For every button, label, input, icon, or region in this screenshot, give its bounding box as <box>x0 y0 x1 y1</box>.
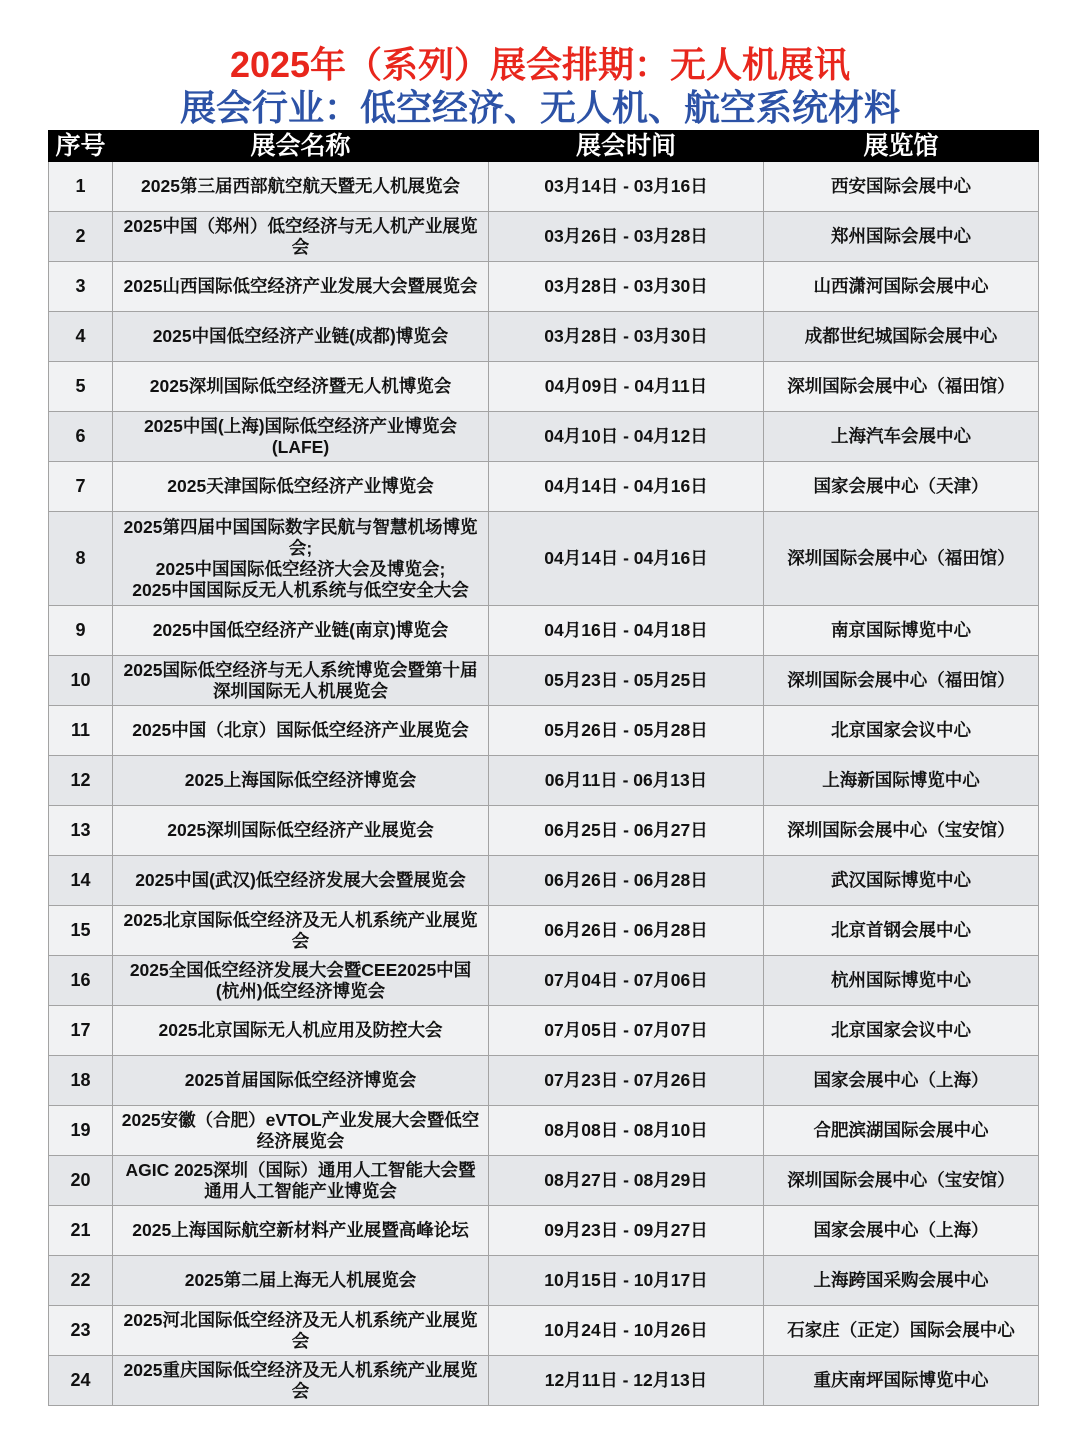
exhibition-venue: 上海新国际博览中心 <box>764 756 1039 806</box>
table-row <box>49 906 1039 956</box>
exhibition-venue: 上海汽车会展中心 <box>764 412 1039 462</box>
row-number: 22 <box>49 1256 113 1306</box>
exhibition-name <box>113 512 489 606</box>
table-row <box>49 512 1039 606</box>
table-row <box>49 162 1039 212</box>
row-number: 9 <box>49 606 113 656</box>
exhibition-venue: 北京国家会议中心 <box>764 706 1039 756</box>
exhibition-dates: 06月11日 - 06月13日 <box>489 756 764 806</box>
exhibition-name: 2025上海国际低空经济博览会 <box>113 756 489 806</box>
exhibition-dates: 06月26日 - 06月28日 <box>489 856 764 906</box>
row-number: 3 <box>49 262 113 312</box>
exhibition-name: 2025中国低空经济产业链(南京)博览会 <box>113 606 489 656</box>
exhibition-dates: 12月11日 - 12月13日 <box>489 1356 764 1406</box>
exhibition-venue: 西安国际会展中心 <box>764 162 1039 212</box>
exhibition-name: 2025国际低空经济与无人系统博览会暨第十届深圳国际无人机展览会 <box>113 656 489 706</box>
exhibition-dates: 05月26日 - 05月28日 <box>489 706 764 756</box>
exhibition-schedule-table <box>48 130 1039 1406</box>
row-number: 20 <box>49 1156 113 1206</box>
row-number: 5 <box>49 362 113 412</box>
exhibition-dates: 06月26日 - 06月28日 <box>489 906 764 956</box>
table-row <box>49 1256 1039 1306</box>
table-row <box>49 1156 1039 1206</box>
exhibition-venue: 深圳国际会展中心（福田馆） <box>764 656 1039 706</box>
exhibition-name: 2025第三届西部航空航天暨无人机展览会 <box>113 162 489 212</box>
table-row <box>49 706 1039 756</box>
exhibition-dates: 04月14日 - 04月16日 <box>489 462 764 512</box>
table-row <box>49 412 1039 462</box>
exhibition-name: 2025中国低空经济产业链(成都)博览会 <box>113 312 489 362</box>
exhibition-name: 2025上海国际航空新材料产业展暨高峰论坛 <box>113 1206 489 1256</box>
row-number: 24 <box>49 1356 113 1406</box>
exhibition-dates: 04月09日 - 04月11日 <box>489 362 764 412</box>
row-number: 8 <box>49 512 113 606</box>
exhibition-name: 2025深圳国际低空经济产业展览会 <box>113 806 489 856</box>
table-row <box>49 262 1039 312</box>
row-number: 2 <box>49 212 113 262</box>
exhibition-name: 2025全国低空经济发展大会暨CEE2025中国(杭州)低空经济博览会 <box>113 956 489 1006</box>
table-row <box>49 856 1039 906</box>
row-number: 14 <box>49 856 113 906</box>
table-body <box>49 162 1039 1406</box>
table-row <box>49 1306 1039 1356</box>
column-header-dates: 展会时间 <box>489 131 764 162</box>
table-row <box>49 606 1039 656</box>
exhibition-name: 2025中国(上海)国际低空经济产业博览会(LAFE) <box>113 412 489 462</box>
row-number: 4 <box>49 312 113 362</box>
exhibition-dates: 08月08日 - 08月10日 <box>489 1106 764 1156</box>
exhibition-dates: 04月10日 - 04月12日 <box>489 412 764 462</box>
exhibition-dates: 07月05日 - 07月07日 <box>489 1006 764 1056</box>
exhibition-name: 2025北京国际无人机应用及防控大会 <box>113 1006 489 1056</box>
exhibition-venue: 重庆南坪国际博览中心 <box>764 1356 1039 1406</box>
column-header-number: 序号 <box>49 131 113 162</box>
exhibition-name: 2025中国（郑州）低空经济与无人机产业展览会 <box>113 212 489 262</box>
exhibition-venue: 北京国家会议中心 <box>764 1006 1039 1056</box>
exhibition-venue: 成都世纪城国际会展中心 <box>764 312 1039 362</box>
table-row <box>49 756 1039 806</box>
exhibition-name-line: 2025第四届中国国际数字民航与智慧机场博览会; <box>123 516 478 558</box>
exhibition-dates: 03月28日 - 03月30日 <box>489 262 764 312</box>
exhibition-venue: 武汉国际博览中心 <box>764 856 1039 906</box>
row-number: 7 <box>49 462 113 512</box>
exhibition-name: 2025首届国际低空经济博览会 <box>113 1056 489 1106</box>
exhibition-name: 2025中国(武汉)低空经济发展大会暨展览会 <box>113 856 489 906</box>
exhibition-name: AGIC 2025深圳（国际）通用人工智能大会暨通用人工智能产业博览会 <box>113 1156 489 1206</box>
row-number: 6 <box>49 412 113 462</box>
row-number: 13 <box>49 806 113 856</box>
exhibition-dates: 09月23日 - 09月27日 <box>489 1206 764 1256</box>
table-row <box>49 806 1039 856</box>
exhibition-venue: 深圳国际会展中心（福田馆） <box>764 362 1039 412</box>
page-title: 2025年（系列）展会排期：无人机展讯 <box>229 44 851 85</box>
table-row <box>49 1006 1039 1056</box>
exhibition-name: 2025安徽（合肥）eVTOL产业发展大会暨低空经济展览会 <box>113 1106 489 1156</box>
row-number: 11 <box>49 706 113 756</box>
row-number: 17 <box>49 1006 113 1056</box>
table-row <box>49 362 1039 412</box>
page-subtitle: 展会行业：低空经济、无人机、航空系统材料 <box>179 87 900 128</box>
row-number: 21 <box>49 1206 113 1256</box>
table-row <box>49 656 1039 706</box>
exhibition-venue: 郑州国际会展中心 <box>764 212 1039 262</box>
exhibition-dates: 03月26日 - 03月28日 <box>489 212 764 262</box>
exhibition-name: 2025北京国际低空经济及无人机系统产业展览会 <box>113 906 489 956</box>
exhibition-name-line: 2025中国国际反无人机系统与低空安全大会 <box>132 579 469 600</box>
exhibition-dates: 07月04日 - 07月06日 <box>489 956 764 1006</box>
row-number: 12 <box>49 756 113 806</box>
exhibition-venue: 石家庄（正定）国际会展中心 <box>764 1306 1039 1356</box>
table-row <box>49 1056 1039 1106</box>
exhibition-venue: 国家会展中心（上海） <box>764 1056 1039 1106</box>
row-number: 10 <box>49 656 113 706</box>
row-number: 19 <box>49 1106 113 1156</box>
exhibition-name: 2025第二届上海无人机展览会 <box>113 1256 489 1306</box>
exhibition-dates: 04月14日 - 04月16日 <box>489 512 764 606</box>
row-number: 15 <box>49 906 113 956</box>
exhibition-name: 2025中国（北京）国际低空经济产业展览会 <box>113 706 489 756</box>
exhibition-venue: 上海跨国采购会展中心 <box>764 1256 1039 1306</box>
exhibition-dates: 04月16日 - 04月18日 <box>489 606 764 656</box>
table-header <box>49 131 1039 162</box>
table-row <box>49 1356 1039 1406</box>
exhibition-name-line: 2025中国国际低空经济大会及博览会; <box>155 558 446 579</box>
column-header-name: 展会名称 <box>113 131 489 162</box>
row-number: 18 <box>49 1056 113 1106</box>
table-row <box>49 312 1039 362</box>
row-number: 23 <box>49 1306 113 1356</box>
table-row <box>49 462 1039 512</box>
row-number: 16 <box>49 956 113 1006</box>
exhibition-venue: 杭州国际博览中心 <box>764 956 1039 1006</box>
exhibition-venue: 南京国际博览中心 <box>764 606 1039 656</box>
exhibition-name: 2025河北国际低空经济及无人机系统产业展览会 <box>113 1306 489 1356</box>
table-header-row <box>49 131 1039 162</box>
exhibition-name: 2025重庆国际低空经济及无人机系统产业展览会 <box>113 1356 489 1406</box>
exhibition-venue: 深圳国际会展中心（宝安馆） <box>764 1156 1039 1206</box>
exhibition-venue: 合肥滨湖国际会展中心 <box>764 1106 1039 1156</box>
exhibition-venue: 国家会展中心（天津） <box>764 462 1039 512</box>
exhibition-dates: 10月15日 - 10月17日 <box>489 1256 764 1306</box>
exhibition-dates: 06月25日 - 06月27日 <box>489 806 764 856</box>
exhibition-venue: 山西潇河国际会展中心 <box>764 262 1039 312</box>
exhibition-name: 2025深圳国际低空经济暨无人机博览会 <box>113 362 489 412</box>
exhibition-name: 2025山西国际低空经济产业发展大会暨展览会 <box>113 262 489 312</box>
exhibition-dates: 10月24日 - 10月26日 <box>489 1306 764 1356</box>
table-row <box>49 956 1039 1006</box>
exhibition-dates: 05月23日 - 05月25日 <box>489 656 764 706</box>
exhibition-dates: 07月23日 - 07月26日 <box>489 1056 764 1106</box>
exhibition-dates: 03月28日 - 03月30日 <box>489 312 764 362</box>
table-row <box>49 1206 1039 1256</box>
table-row <box>49 1106 1039 1156</box>
table-row <box>49 212 1039 262</box>
exhibition-venue: 国家会展中心（上海） <box>764 1206 1039 1256</box>
column-header-venue: 展览馆 <box>764 131 1039 162</box>
row-number: 1 <box>49 162 113 212</box>
exhibition-venue: 深圳国际会展中心（宝安馆） <box>764 806 1039 856</box>
exhibition-name: 2025天津国际低空经济产业博览会 <box>113 462 489 512</box>
exhibition-venue: 深圳国际会展中心（福田馆） <box>764 512 1039 606</box>
exhibition-venue: 北京首钢会展中心 <box>764 906 1039 956</box>
exhibition-dates: 03月14日 - 03月16日 <box>489 162 764 212</box>
exhibition-dates: 08月27日 - 08月29日 <box>489 1156 764 1206</box>
